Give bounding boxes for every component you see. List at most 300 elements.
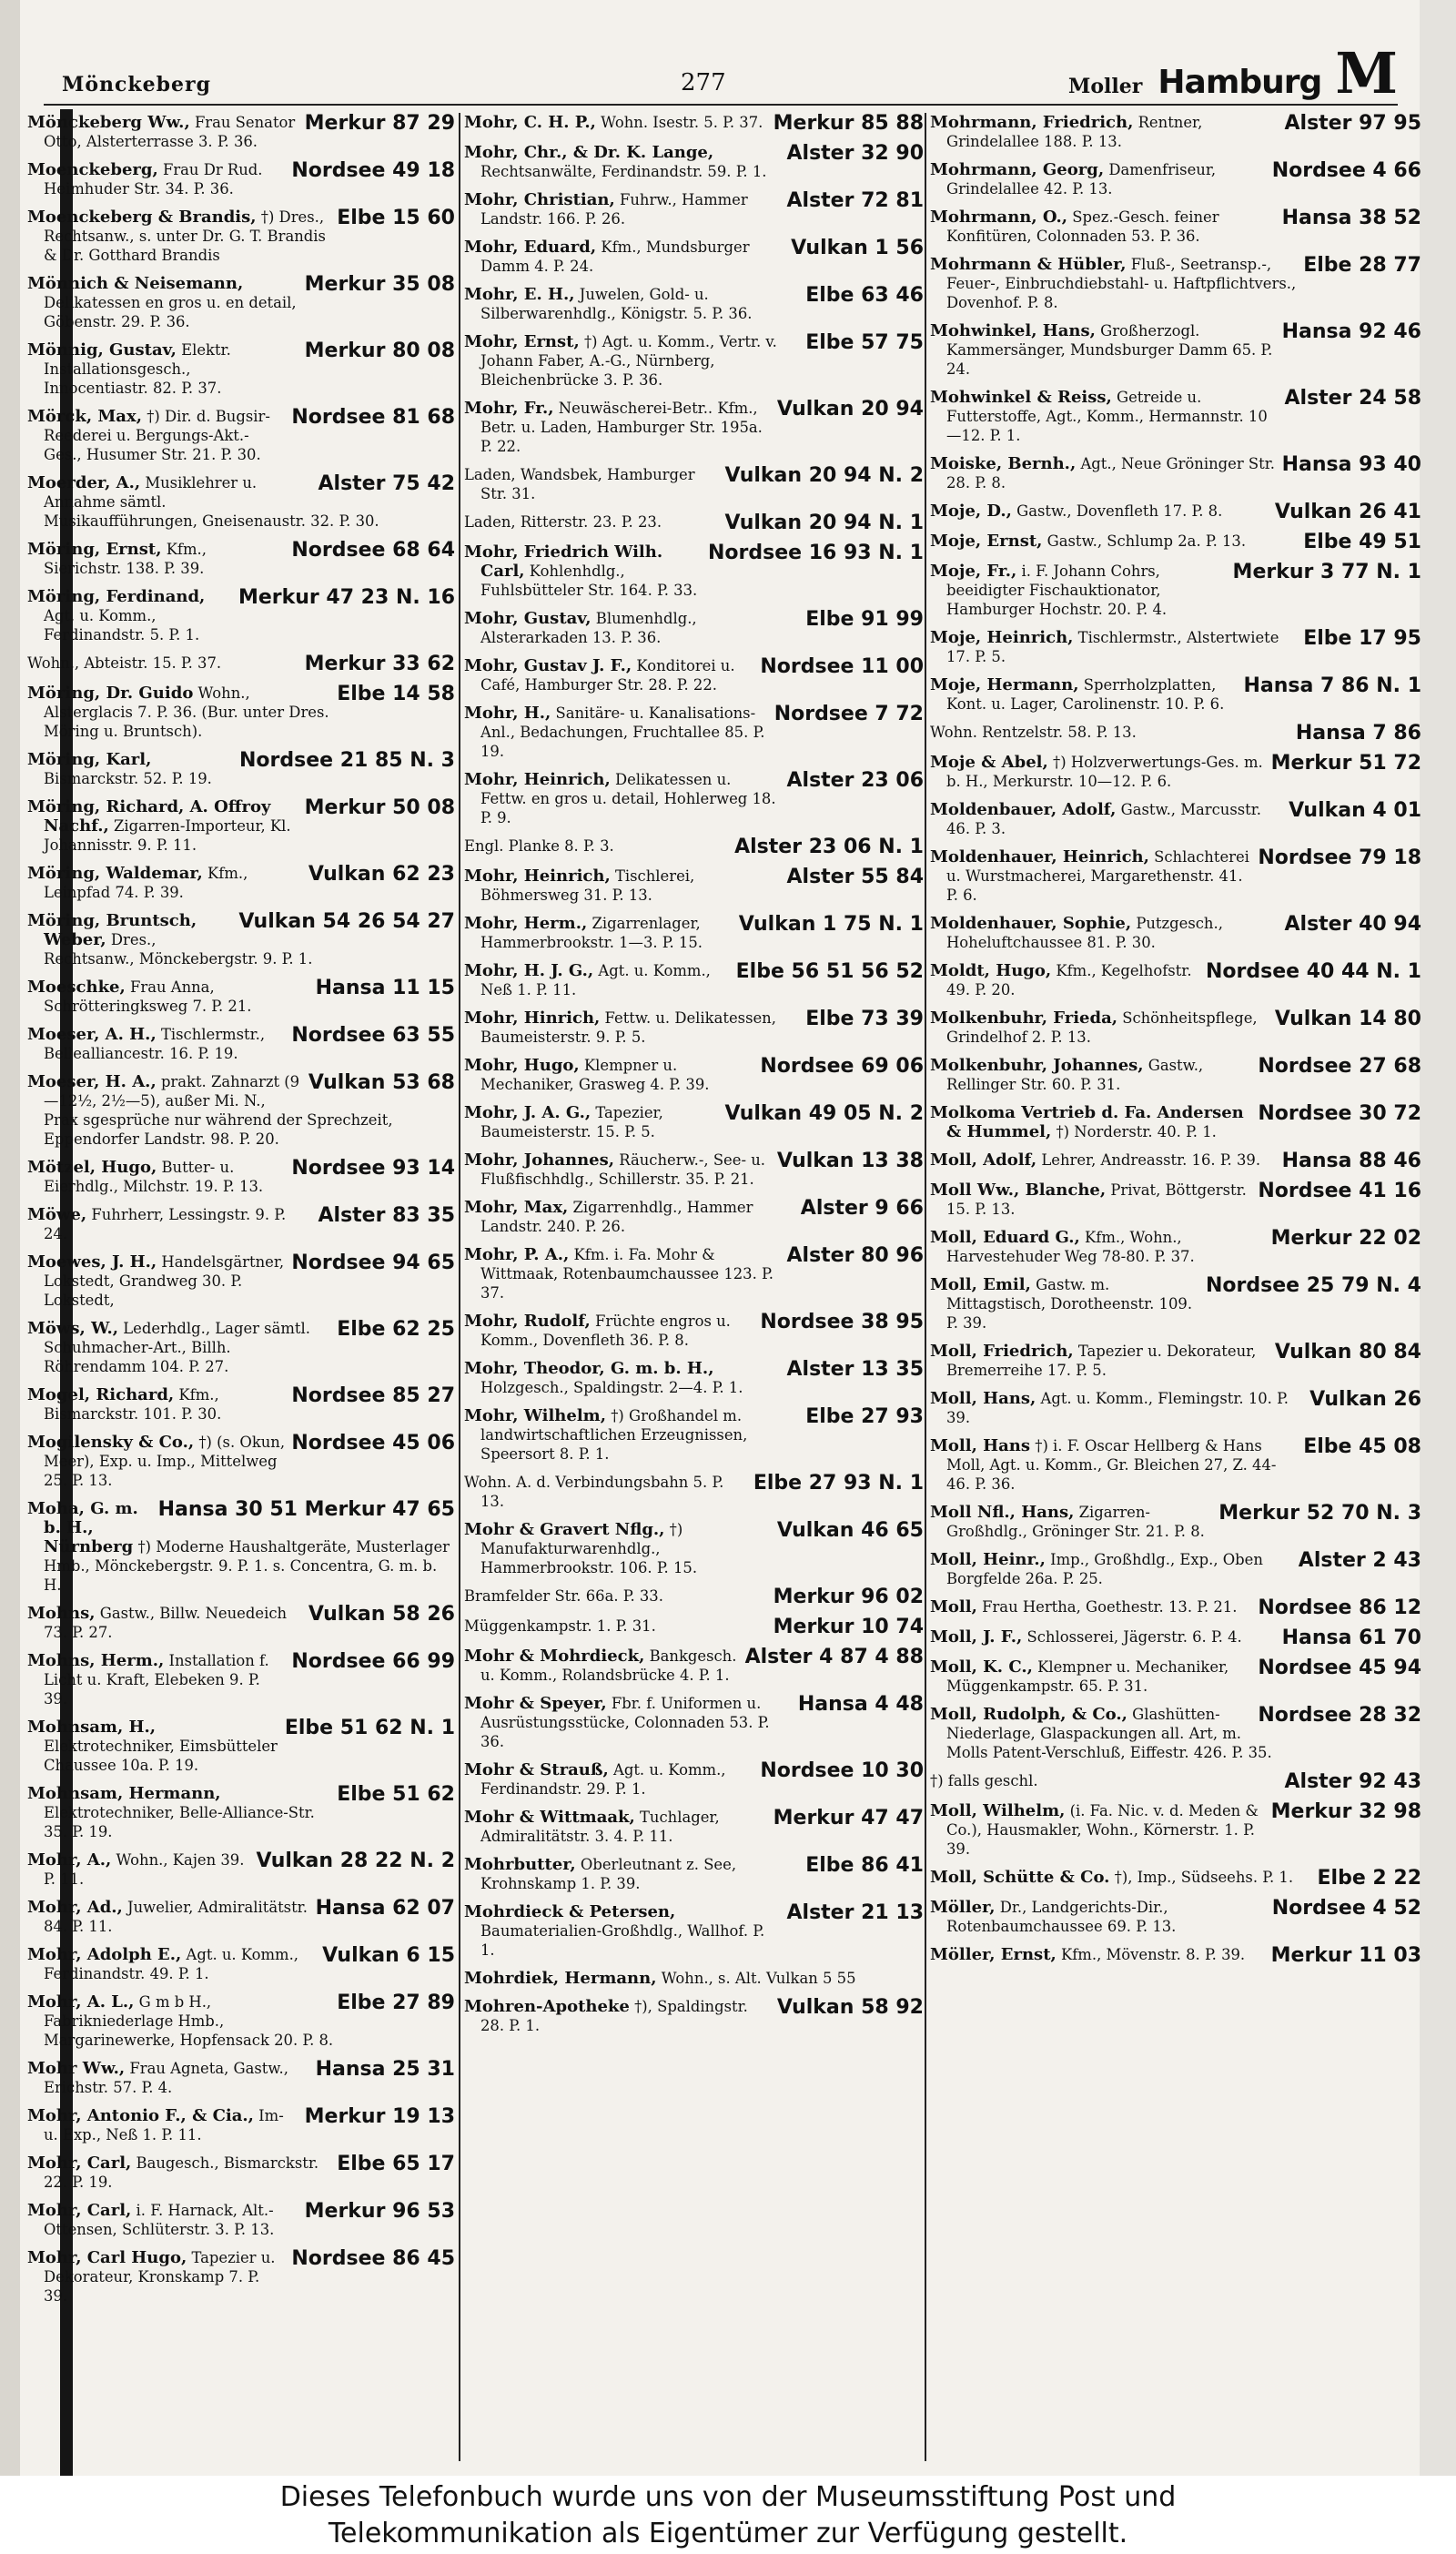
entry-name: Mohr, P. A.,: [464, 1245, 570, 1264]
entry-phone: Elbe 49 51: [1303, 532, 1421, 552]
entry-phone: Alster 13 35: [786, 1359, 924, 1381]
entry-name: Mohr, Fr.,: [464, 399, 554, 418]
entry-phone: Vulkan 80 84: [1274, 1342, 1421, 1363]
entry-phone: Nordsee 41 16: [1258, 1181, 1421, 1202]
entry-details: (i. Fa. Nic. v. d. Meden & Co.), Hausmakler, Wohn., Körnerstr. 1. P. 39.: [946, 1802, 1259, 1858]
entry-phone: Nordsee 16 93 N. 1: [707, 542, 924, 564]
entry-name: Moll, Wilhelm,: [930, 1801, 1066, 1820]
entry-phone: Nordsee 93 14: [291, 1158, 455, 1180]
entry-phone: Alster 23 06 N. 1: [734, 836, 924, 857]
entry-phone: Nordsee 86 45: [291, 2248, 455, 2270]
entry-details: Zigarren-Großhdlg., Gröninger Str. 21. P. 8.: [946, 1504, 1205, 1540]
entry-phone: Alster 32 90: [786, 143, 924, 165]
directory-entry: [27, 1158, 455, 1196]
entry-name: Moll, Hans: [930, 1436, 1031, 1455]
directory-column-1: [27, 113, 455, 2461]
directory-entry: [464, 1902, 924, 1960]
entry-name: Möring, Ferdinand,: [27, 587, 206, 606]
directory-entry: [930, 1657, 1421, 1696]
entry-name: Mohnsam, H.,: [27, 1718, 157, 1737]
directory-entry: [27, 407, 455, 464]
directory-entry: [464, 656, 924, 694]
entry-details: Dres., Rechtsanw., Mönckebergstr. 9. P. 1.: [44, 931, 313, 968]
entry-name: Moewes, J. H.,: [27, 1252, 157, 1272]
entry-details: Zigarren-Importeur, Kl. Johannisstr. 9. P. 11.: [44, 817, 291, 854]
entry-name: Mohr, Hinrich,: [464, 1008, 601, 1028]
entry-phone: Merkur 11 03: [1270, 1945, 1421, 1966]
entry-details: Kfm., Wohn., Harvestehuder Weg 78-80. P. 37.: [946, 1229, 1195, 1265]
entry-details: Kfm., Kegelhofstr. 49. P. 20.: [946, 962, 1192, 998]
entry-details: Oberleutnant z. See, Krohnskamp 1. P. 39.: [480, 1856, 737, 1892]
entry-phone: Nordsee 45 94: [1258, 1657, 1421, 1679]
entry-details: Lederhdlg., Lager sämtl. Schuhmacher-Art., Billh. Röhrendamm 104. P. 27.: [44, 1320, 310, 1375]
entry-details: Tapezier, Baumeisterstr. 15. P. 5.: [480, 1104, 663, 1140]
directory-entry: [464, 332, 924, 390]
entry-details: †) i. F. Oscar Hellberg & Hans Moll, Agt. u. Komm., Gr. Bleichen 27, Z. 44-46. P. 36.: [946, 1437, 1277, 1493]
directory-entry: [464, 770, 924, 827]
directory-entry: [27, 1784, 455, 1841]
directory-entry: [27, 2201, 455, 2239]
directory-entry: [464, 867, 924, 905]
entry-name: Mohr, E. H.,: [464, 285, 575, 304]
entry-phone: Nordsee 27 68: [1258, 1056, 1421, 1078]
directory-entry: [930, 1868, 1421, 1889]
directory-entry: [27, 654, 455, 674]
entry-details: Kfm., Mundsburger Damm 4. P. 24.: [480, 238, 750, 275]
entry-name: Moll, Schütte & Co.: [930, 1868, 1110, 1887]
entry-name: Moll, Friedrich,: [930, 1342, 1074, 1361]
entry-phone: Alster 2 43: [1298, 1550, 1421, 1572]
entry-phone: Vulkan 13 38: [776, 1150, 924, 1172]
page-binding-edge: [0, 0, 20, 2476]
entry-details: Lehrer, Andreasstr. 16. P. 39.: [1041, 1151, 1261, 1169]
directory-entry: [464, 1406, 924, 1464]
directory-entry: [27, 208, 455, 265]
directory-entry: [27, 1319, 455, 1376]
entry-details: †) Dir. d. Bugsir-Reederei u. Bergungs-Akt.-Ges., Husumer Str. 21. P. 30.: [44, 408, 270, 463]
entry-phone: Elbe 63 46: [805, 285, 924, 307]
directory-entry: [464, 1473, 924, 1511]
entry-phone: Elbe 62 25: [337, 1319, 455, 1341]
entry-name: Moje, Hermann,: [930, 675, 1079, 694]
directory-entry: [27, 978, 455, 1016]
entry-phone: Hansa 93 40: [1281, 454, 1421, 476]
entry-phone: Nordsee 38 95: [760, 1312, 924, 1333]
directory-entry: [464, 914, 924, 952]
directory-entry: [27, 1499, 455, 1595]
entry-name: Moje, Fr.,: [930, 562, 1017, 581]
entry-phone: Elbe 65 17: [337, 2154, 455, 2175]
directory-entry: [930, 1945, 1421, 1966]
footer-note: [0, 2476, 1456, 2554]
entry-details: Engl. Planke 8. P. 3.: [464, 837, 614, 855]
entry-details: †), Spaldingstr. 28. P. 1.: [480, 1998, 748, 2034]
entry-name: Möws, W.,: [27, 1319, 119, 1338]
entry-phone: Nordsee 81 68: [291, 407, 455, 429]
directory-entry: [930, 502, 1421, 522]
entry-phone: Hansa 7 86: [1295, 723, 1421, 744]
entry-details: Elektrotechniker, Belle-Alliance-Str. 35. P. 19.: [44, 1804, 315, 1840]
entry-name: Mohr & Wittmaak,: [464, 1808, 635, 1827]
directory-entry: [930, 1056, 1421, 1094]
entry-name: Moll, Eduard G.,: [930, 1228, 1080, 1247]
entry-phone: Alster 4 87 4 88: [744, 1647, 924, 1668]
directory-entry: [930, 1550, 1421, 1588]
header-city: Hamburg: [1158, 64, 1322, 101]
entry-name: Mohns,: [27, 1604, 96, 1623]
entry-details: Bramfelder Str. 66a. P. 33.: [464, 1587, 663, 1605]
entry-name: Mohr, Rudolf,: [464, 1312, 591, 1331]
entry-phone: Hansa 25 31: [315, 2059, 455, 2081]
entry-details: Delikatessen u. Fettw. en gros u. detail, Hohlerweg 18. P. 9.: [480, 771, 776, 826]
entry-phone: Vulkan 58 92: [776, 1997, 924, 2019]
entry-name: Mohrbutter,: [464, 1855, 576, 1874]
entry-phone: Nordsee 4 52: [1271, 1898, 1421, 1920]
directory-column-2: [464, 113, 924, 2461]
entry-name: Moll Nfl., Hans,: [930, 1503, 1075, 1522]
directory-entry: [27, 2154, 455, 2192]
entry-details: Konditorei u. Café, Hamburger Str. 28. P. 22.: [480, 657, 735, 694]
directory-entry: [930, 532, 1421, 552]
entry-details: †) Holzverwertungs-Ges. m. b. H., Merkurstr. 10—12. P. 6.: [946, 754, 1263, 790]
entry-phone: Nordsee 7 72: [774, 704, 924, 725]
entry-phone: Merkur 3 77 N. 1: [1232, 562, 1421, 583]
entry-name: Moeser, A. H.,: [27, 1025, 157, 1044]
entry-details: Wohn., Alsterglacis 7. P. 36. (Bur. unter Dres. Möring u. Bruntsch).: [44, 684, 329, 740]
entry-details: prakt. Zahnarzt (9—12½, 2½—5), außer Mi. N., Prax sgesprüche nur während der Sprechzeit, Eppendorfer Landstr. 98. P. 20.: [44, 1073, 393, 1148]
entry-name: Mohr, Carl Hugo,: [27, 2248, 187, 2267]
entry-phone: Hansa 11 15: [315, 978, 455, 999]
entry-details: Delikatessen en gros u. en detail, Göbenstr. 29. P. 36.: [44, 294, 297, 330]
entry-details: Fuhrherr, Lessingstr. 9. P. 24.: [44, 1206, 287, 1242]
entry-details: Tischlermstr., Alstertwiete 17. P. 5.: [946, 629, 1279, 665]
entry-name: Moje & Abel,: [930, 753, 1048, 772]
entry-phone: Vulkan 20 94 N. 2: [724, 465, 924, 487]
entry-name: Möller,: [930, 1898, 996, 1917]
entry-name: Moll, K. C.,: [930, 1657, 1033, 1677]
directory-entry: [27, 1072, 455, 1149]
directory-entry: [27, 2059, 455, 2097]
entry-details: Elektr. Installationsgesch., Innocentiastr. 82. P. 37.: [44, 341, 231, 397]
entry-phone: Merkur 35 08: [304, 274, 455, 296]
entry-details: Wohn. A. d. Verbindungsbahn 5. P. 13.: [464, 1474, 724, 1510]
entry-phone: Elbe 86 41: [805, 1855, 924, 1877]
entry-details: Juwelen, Gold- u. Silberwarenhdlg., Königstr. 5. P. 36.: [480, 286, 753, 322]
entry-details: Laden, Wandsbek, Hamburger Str. 31.: [464, 466, 695, 502]
entry-name: Mohr, Carl,: [27, 2201, 132, 2220]
page-right-edge: [1420, 0, 1456, 2476]
footer-line-1: Dieses Telefonbuch wurde uns von der Museumsstiftung Post und: [279, 2481, 1177, 2513]
directory-entry: [930, 1181, 1421, 1219]
entry-details: Schlachterei u. Wurstmacherei, Margarethenstr. 41. P. 6.: [946, 848, 1249, 904]
entry-name: Mohr & Gravert Nflg.,: [464, 1520, 665, 1539]
entry-details: Wohn., Abteistr. 15. P. 37.: [27, 654, 222, 672]
header-letter: M: [1335, 40, 1398, 106]
entry-phone: Alster 9 66: [800, 1198, 924, 1220]
entry-phone: Alster 40 94: [1284, 914, 1421, 936]
entry-details: Kfm., Sierichstr. 138. P. 39.: [44, 541, 207, 577]
header-guide-word: Mönckeberg: [62, 73, 212, 96]
entry-name: Mohrmann, Friedrich,: [930, 113, 1134, 132]
entry-name: Mohr, Eduard,: [464, 238, 597, 257]
entry-details: Kfm., Leinpfad 74. P. 39.: [44, 865, 248, 901]
entry-phone: Alster 80 96: [786, 1245, 924, 1267]
directory-entry: [27, 1025, 455, 1063]
entry-details: Zigarrenhdlg., Hammer Landstr. 240. P. 26.: [480, 1199, 753, 1235]
entry-phone: Elbe 57 75: [805, 332, 924, 354]
entry-phone: Hansa 88 46: [1281, 1150, 1421, 1171]
entry-name: Mohnsam, Hermann,: [27, 1784, 221, 1803]
entry-phone: Hansa 61 70: [1281, 1627, 1421, 1648]
entry-details: Blumenhdlg., Alsterarkaden 13. P. 36.: [480, 610, 697, 646]
entry-details: Tapezier u. Dekorateur, Kronskamp 7. P. 39.: [44, 2249, 276, 2305]
entry-phone: Elbe 27 93: [805, 1406, 924, 1428]
entry-name: Moll, Rudolph, & Co.,: [930, 1705, 1127, 1724]
entry-details: Kfm., Mövenstr. 8. P. 39.: [1061, 1946, 1246, 1963]
entry-name: Moenckeberg & Brandis,: [27, 208, 257, 227]
entry-name: Mohr, Carl,: [27, 2154, 132, 2173]
entry-name: Mohr, Johannes,: [464, 1150, 615, 1170]
entry-phone: Nordsee 10 30: [760, 1760, 924, 1782]
entry-name: Mohwinkel, Hans,: [930, 321, 1096, 340]
entry-phone: Vulkan 1 75 N. 1: [738, 914, 924, 936]
entry-name: Mohr, J. A. G.,: [464, 1103, 592, 1122]
entry-phone: Nordsee 28 32: [1258, 1705, 1421, 1727]
entry-name: Mönckeberg Ww.,: [27, 113, 190, 132]
entry-phone: Elbe 27 93 N. 1: [753, 1473, 924, 1495]
entry-name: Möring, Ernst,: [27, 540, 162, 559]
entry-name: Mohr, Max,: [464, 1198, 569, 1217]
entry-name: Moll, Heinr.,: [930, 1550, 1046, 1569]
entry-phone: Merkur 19 13: [304, 2106, 455, 2128]
directory-entry: [930, 1103, 1421, 1141]
entry-name: Mohrmann, O.,: [930, 208, 1068, 227]
entry-details: Baugesch., Bismarckstr. 22. P. 19.: [44, 2154, 319, 2191]
entry-phone: Nordsee 4 66: [1271, 160, 1421, 182]
directory-entry: [27, 113, 455, 151]
entry-name: Mohr, Christian,: [464, 190, 615, 209]
directory-entry: [930, 961, 1421, 999]
directory-entry: [930, 255, 1421, 312]
entry-name: Mohrdieck & Petersen,: [464, 1902, 676, 1921]
entry-details: i. F. Johann Cohrs, beeidigter Fischauktionator, Hamburger Hochstr. 20. P. 4.: [946, 562, 1168, 618]
entry-details: Schönheitspflege, Grindelhof 2. P. 13.: [946, 1009, 1258, 1046]
directory-entry: [930, 1705, 1421, 1762]
directory-entry: [930, 628, 1421, 666]
directory-entry: [464, 512, 924, 533]
entry-name: Molkoma Vertrieb d. Fa. Andersen & Hummel,: [930, 1103, 1244, 1141]
entry-name: Moll, Emil,: [930, 1275, 1031, 1294]
entry-name: Molkenbuhr, Johannes,: [930, 1056, 1144, 1075]
directory-entry: [464, 1359, 924, 1397]
entry-details: Rechtsanwälte, Ferdinandstr. 59. P. 1.: [480, 163, 767, 180]
entry-name: Mohr, H.,: [464, 704, 551, 723]
entry-details: †) Großhandel m. landwirtschaftlichen Erzeugnissen, Speersort 8. P. 1.: [480, 1407, 748, 1463]
entry-phone: Nordsee 69 06: [760, 1056, 924, 1078]
entry-details: Glashütten-Niederlage, Glaspackungen all. Art, m. Molls Patent-Verschluß, Eiffestr. 426. P. 35.: [946, 1706, 1272, 1761]
entry-name: Moldenhauer, Heinrich,: [930, 847, 1149, 867]
entry-details: †) Dres., Rechtsanw., s. unter Dr. G. T. Brandis & Dr. Gotthard Brandis: [44, 208, 326, 264]
entry-name: Moje, D.,: [930, 502, 1012, 521]
directory-entry: [930, 1228, 1421, 1266]
entry-details: Juwelier, Admiralitätstr. 84. P. 11.: [44, 1899, 308, 1935]
entry-details: Wohn. Isestr. 5. P. 37.: [601, 114, 763, 131]
entry-phone: Nordsee 25 79 N. 4: [1205, 1275, 1421, 1297]
entry-details: Gastw., Marcusstr. 46. P. 3.: [946, 801, 1261, 837]
entry-phone: Elbe 17 95: [1303, 628, 1421, 650]
directory-entry: [464, 1150, 924, 1189]
directory-entry: [27, 1850, 455, 1889]
entry-name: Mohren-Apotheke: [464, 1997, 630, 2016]
directory-entry: [930, 1898, 1421, 1936]
entry-phone: Alster 21 13: [786, 1902, 924, 1924]
directory-entry: [930, 753, 1421, 791]
entry-phone: Nordsee 86 12: [1258, 1597, 1421, 1618]
entry-details: Agt. u. Komm., Neß 1. P. 11.: [480, 962, 711, 998]
entry-details: Klempner u. Mechaniker, Grasweg 4. P. 39.: [480, 1057, 710, 1093]
entry-details: Wohn., s. Alt. Vulkan 5 55: [661, 1970, 856, 1987]
directory-entry: [464, 113, 924, 134]
entry-name: Mohrmann, Georg,: [930, 160, 1105, 179]
entry-name: Möring, Waldemar,: [27, 864, 203, 883]
directory-entry: [930, 1627, 1421, 1648]
directory-entry: [27, 911, 455, 968]
entry-details: Baumaterialien-Großhdlg., Wallhof. P. 1.: [480, 1922, 765, 1959]
directory-entry: [464, 1008, 924, 1047]
entry-name: Mohr, Herm.,: [464, 914, 588, 933]
entry-details: Bismarckstr. 52. P. 19.: [44, 770, 212, 787]
entry-details: G m b H., Fabrikniederlage Hmb., Margarinewerke, Hopfensack 20. P. 8.: [44, 1993, 334, 2049]
directory-entry: [464, 1245, 924, 1302]
directory-entry: [930, 321, 1421, 379]
directory-entry: [27, 684, 455, 741]
entry-details: Gastw. m. Mittagstisch, Dorotheenstr. 109. P. 39.: [946, 1276, 1193, 1332]
directory-entry: [930, 1389, 1421, 1427]
entry-name: Mohr, Chr., & Dr. K. Lange,: [464, 143, 714, 162]
directory-entry: [930, 562, 1421, 619]
directory-entry: [27, 797, 455, 855]
directory-entry: [27, 1898, 455, 1936]
entry-phone: Alster 55 84: [786, 867, 924, 888]
entry-details: Schlosserei, Jägerstr. 6. P. 4.: [1026, 1628, 1242, 1646]
entry-name: Mohr, Heinrich,: [464, 770, 611, 789]
entry-name: Mohr, H. J. G.,: [464, 961, 594, 980]
entry-details: Imp., Großhdlg., Exp., Oben Borgfelde 26a. P. 25.: [946, 1551, 1263, 1587]
entry-phone: Nordsee 30 72: [1258, 1103, 1421, 1125]
directory-entry: [930, 208, 1421, 246]
directory-entry: [930, 1801, 1421, 1859]
entry-phone: Merkur 96 02: [773, 1586, 924, 1607]
entry-phone: Merkur 32 98: [1270, 1801, 1421, 1823]
directory-entry: [930, 675, 1421, 714]
directory-entry: [464, 399, 924, 456]
entry-phone: Vulkan 53 68: [308, 1072, 455, 1094]
entry-name: Moll, Adolf,: [930, 1150, 1037, 1170]
entry-phone: Elbe 73 39: [805, 1008, 924, 1030]
column-divider: [459, 113, 460, 2461]
entry-details: Bankgesch. u. Komm., Rolandsbrücke 4. P. 1.: [480, 1647, 737, 1684]
entry-details: Tischlerei, Böhmersweg 31. P. 13.: [480, 867, 695, 904]
directory-entry: [464, 1969, 924, 1988]
entry-phone: Nordsee 11 00: [760, 656, 924, 678]
entry-phone: Merkur 50 08: [304, 797, 455, 819]
entry-details: †) Moderne Haushaltgeräte, Musterlager Hmb., Mönckebergstr. 9. P. 1. s. Concentra, G. m. b. H.: [44, 1538, 450, 1594]
entry-name: Möring, Dr. Guido: [27, 684, 194, 703]
entry-phone: Merkur 33 62: [304, 654, 455, 674]
entry-phone: Merkur 87 29: [304, 113, 455, 135]
entry-details: Agt. u. Komm., Ferdinandstr. 49. P. 1.: [44, 1946, 299, 1982]
directory-entry: [930, 723, 1421, 744]
entry-phone: Elbe 27 89: [337, 1992, 455, 2014]
directory-entry: [930, 1150, 1421, 1171]
entry-name: Mohr, Friedrich Wilh. Carl,: [464, 542, 663, 581]
entry-phone: Merkur 22 02: [1270, 1228, 1421, 1250]
entry-phone: Nordsee 79 18: [1258, 847, 1421, 869]
entry-details: Agt., Neue Gröninger Str. 28. P. 8.: [946, 455, 1275, 492]
entry-name: Moldt, Hugo,: [930, 961, 1052, 980]
entry-name: Moeschke,: [27, 978, 126, 997]
entry-name: Möwe,: [27, 1205, 87, 1224]
entry-phone: Vulkan 49 05 N. 2: [724, 1103, 924, 1125]
entry-name: Mötzel, Hugo,: [27, 1158, 157, 1177]
entry-name: Mohr, Wilhelm,: [464, 1406, 606, 1425]
entry-details: Wohn., Kajen 39. P. 11.: [44, 1851, 245, 1888]
entry-details: Agt. u. Komm., Flemingstr. 10. P. 39.: [946, 1390, 1289, 1426]
directory-entry: [930, 160, 1421, 198]
directory-entry: [930, 113, 1421, 151]
footer-line-2: Telekommunikation als Eigentümer zur Verfügung gestellt.: [328, 2518, 1128, 2549]
entry-phone: Merkur 47 23 N. 16: [238, 587, 455, 609]
entry-phone: Nordsee 85 27: [291, 1385, 455, 1407]
entry-phone: Hansa 38 52: [1281, 208, 1421, 229]
entry-name: Moldenhauer, Sophie,: [930, 914, 1132, 933]
entry-details: Tuchlager, Admiralitätstr. 3. 4. P. 11.: [480, 1809, 720, 1845]
directory-entry: [930, 1275, 1421, 1333]
entry-name: Möring, Karl,: [27, 750, 152, 769]
entry-name: Moje, Heinrich,: [930, 628, 1074, 647]
entry-name: Mohr, A.,: [27, 1850, 112, 1870]
directory-entry: [464, 609, 924, 647]
directory-entry: [27, 750, 455, 788]
entry-name: Mogel, Richard,: [27, 1385, 175, 1404]
entry-phone: Hansa 4 48: [797, 1694, 924, 1716]
entry-name: Mönnich & Neisemann,: [27, 274, 244, 293]
entry-phone: Merkur 52 70 N. 3: [1218, 1503, 1421, 1525]
entry-phone: Elbe 28 77: [1303, 255, 1421, 277]
directory-entry: [930, 454, 1421, 492]
entry-details: Großherzogl. Kammersänger, Mundsburger Damm 65. P. 24.: [946, 322, 1273, 378]
entry-phone: Nordsee 66 99: [291, 1651, 455, 1673]
entry-phone: Vulkan 54 26 54 27: [238, 911, 455, 933]
entry-phone: Elbe 45 08: [1303, 1436, 1421, 1458]
entry-details: Laden, Ritterstr. 23. P. 23.: [464, 513, 662, 531]
entry-details: Agt. u. Komm., Ferdinandstr. 5. P. 1.: [44, 607, 200, 644]
entry-details: Gastw., Billw. Neuedeich 73. P. 27.: [44, 1605, 288, 1641]
entry-phone: Alster 23 06: [786, 770, 924, 792]
entry-details: Holzgesch., Spaldingstr. 2—4. P. 1.: [480, 1379, 743, 1396]
directory-entry: [930, 1008, 1421, 1047]
directory-entry: [464, 1855, 924, 1893]
entry-details: Frau Anna, Schrötteringksweg 7. P. 21.: [44, 978, 252, 1015]
directory-entry: [27, 1205, 455, 1243]
entry-details: Getreide u. Futterstoffe, Agt., Komm., Hermannstr. 10—12. P. 1.: [946, 389, 1268, 444]
entry-name: Möller, Ernst,: [930, 1945, 1057, 1964]
entry-name: Mohr & Speyer,: [464, 1694, 607, 1713]
entry-details: Kfm., Bismarckstr. 101. P. 30.: [44, 1386, 222, 1423]
entry-phone: Vulkan 58 26: [308, 1604, 455, 1626]
entry-name: Mohr, Ernst,: [464, 332, 580, 351]
entry-details: Fbr. f. Uniformen u. Ausrüstungsstücke, Colonnaden 53. P. 36.: [480, 1695, 770, 1750]
